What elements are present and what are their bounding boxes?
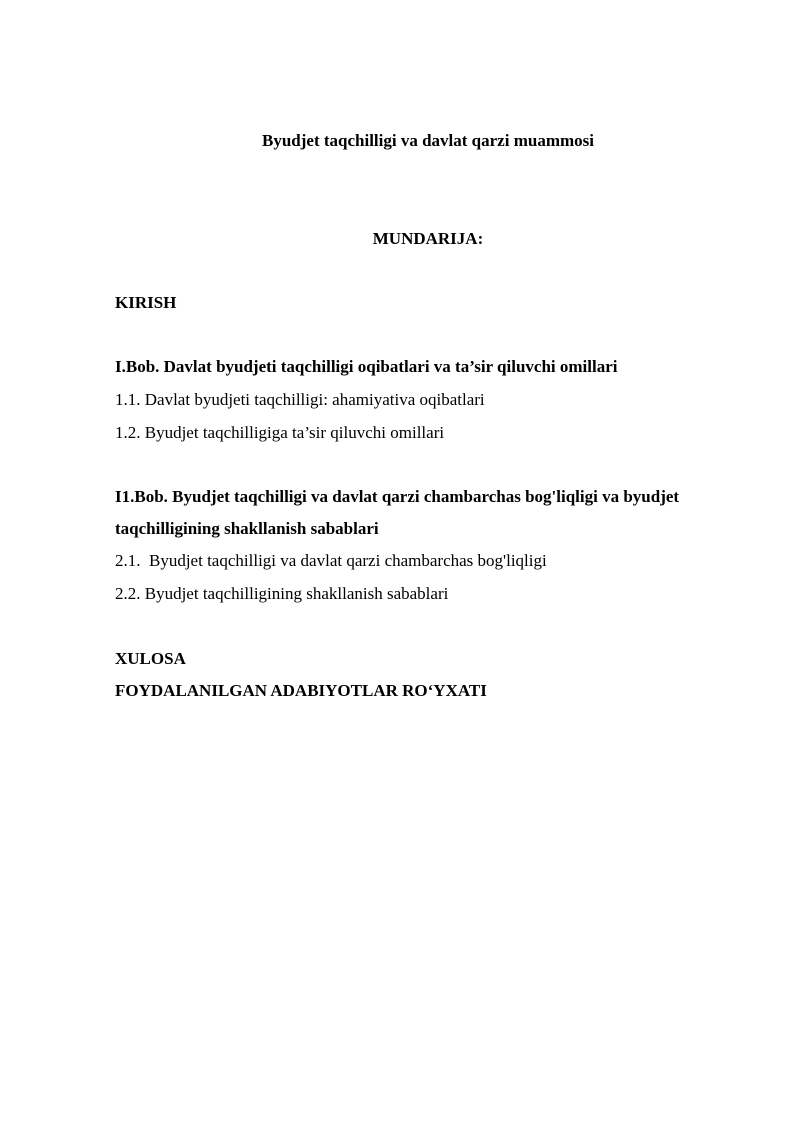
toc-item-introduction: KIRISH (115, 293, 177, 312)
toc-section-2-2: 2.2. Byudjet taqchilligining shakllanish sabablari (115, 584, 449, 603)
toc-chapter-2-heading-line-1: I1.Bob. Byudjet taqchilligi va davlat qarzi chambarchas bog'liqligi va byudjet (115, 487, 680, 506)
toc-section-1-1: 1.1. Davlat byudjeti taqchilligi: ahamiyativa oqibatlari (115, 390, 485, 409)
toc-item-conclusion: XULOSA (115, 649, 186, 668)
toc-chapter-1-heading: I.Bob. Davlat byudjeti taqchilligi oqibatlari va ta’sir qiluvchi omillari (115, 357, 618, 376)
toc-section-2-1: 2.1. Byudjet taqchilligi va davlat qarzi chambarchas bog'liqligi (115, 551, 547, 570)
toc-item-references: FOYDALANILGAN ADABIYOTLAR RO‘YXATI (115, 681, 487, 700)
document-title: Byudjet taqchilligi va davlat qarzi muammosi (262, 131, 594, 150)
toc-chapter-2-heading-line-2: taqchilligining shakllanish sabablari (115, 519, 379, 538)
toc-section-1-2: 1.2. Byudjet taqchilligiga ta’sir qiluvchi omillari (115, 423, 445, 442)
toc-heading: MUNDARIJA: (372, 229, 484, 248)
